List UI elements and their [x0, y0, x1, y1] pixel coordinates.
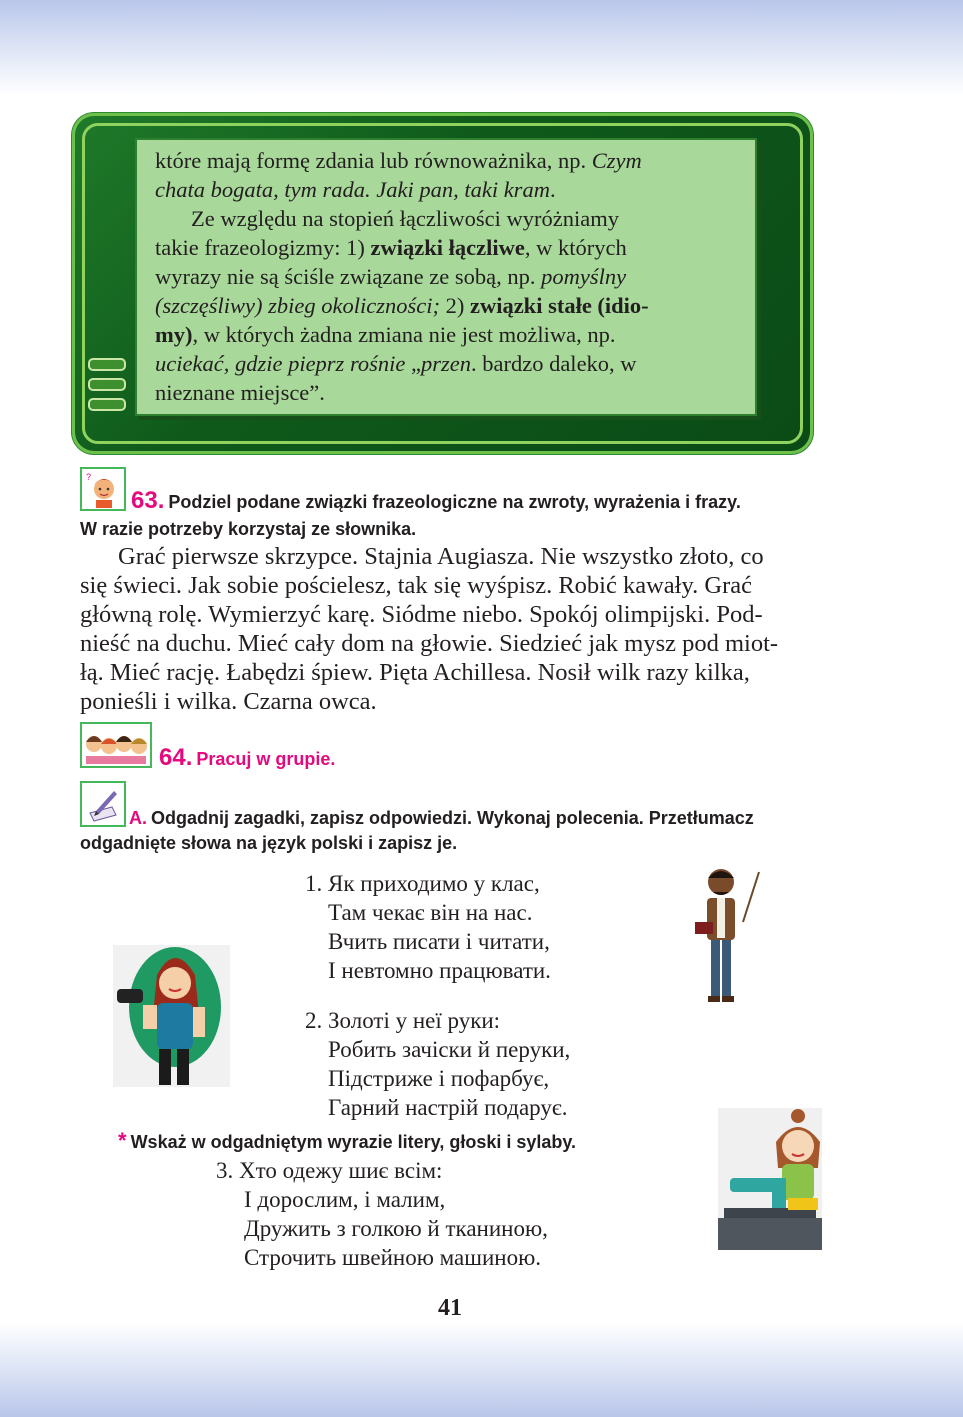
riddle-2 — [305, 1006, 570, 1122]
riddle-line: Строчить швейною машиною. — [244, 1245, 542, 1270]
seamstress-illustration — [718, 1108, 822, 1250]
task-label: A. — [129, 808, 147, 828]
theory-line: (szczęśliwy) zbieg okoliczności; 2) związki stałe (idio- — [155, 293, 649, 318]
riddle-line: Гарний настрій подарує. — [328, 1095, 568, 1120]
star-task — [118, 1128, 576, 1154]
exercise-number: 64. — [159, 744, 193, 771]
riddle-line: Дружить з голкою й тканиною, — [244, 1216, 548, 1241]
exercise-title: Pracuj w grupie. — [196, 749, 336, 769]
teacher-illustration — [681, 862, 761, 1004]
theory-line: chata bogata, tym rada. Jaki pan, taki kram. — [155, 177, 556, 202]
thinking-child-icon — [80, 467, 126, 511]
footer-band — [0, 1322, 963, 1417]
exercise-63-text: się świeci. Jak sobie pościelesz, tak się wyśpisz. Robić kawały. Grać — [80, 572, 752, 599]
group-of-children-icon — [80, 722, 152, 768]
frame-decoration-button — [88, 378, 126, 391]
theory-line: Ze względu na stopień łączliwości wyróżniamy — [191, 206, 619, 231]
hairdresser-illustration — [113, 945, 230, 1087]
riddle-line: Там чекає він на нас. — [328, 900, 533, 925]
exercise-instruction: Podziel podane związki frazeologiczne na zwroty, wyrażenia i frazy. — [168, 492, 741, 512]
exercise-63-text: nieść na duchu. Mieć cały dom na głowie. Siedzieć jak mysz pod miot- — [80, 630, 779, 657]
star-icon: * — [118, 1128, 127, 1153]
theory-panel — [135, 138, 757, 416]
exercise-instruction-cont: W razie potrzeby korzystaj ze słownika. — [80, 519, 417, 539]
exercise-64-heading — [159, 744, 335, 772]
riddle-line: І невтомно працювати. — [328, 958, 551, 983]
frame-decoration-button — [88, 358, 126, 371]
task-instruction: Odgadnij zagadki, zapisz odpowiedzi. Wykonaj polecenia. Przetłumacz — [151, 808, 754, 828]
riddle-line: 2. Золоті у неї руки: — [305, 1008, 501, 1033]
exercise-63-heading — [131, 487, 741, 515]
theory-line: wyrazy nie są ściśle związane ze sobą, np. pomyślny — [155, 264, 627, 289]
riddle-1 — [305, 869, 551, 985]
theory-line: uciekać, gdzie pieprz rośnie „przen. bardzo daleko, w — [155, 351, 637, 376]
exercise-number: 63. — [131, 487, 165, 514]
theory-line: nieznane miejsce”. — [155, 380, 325, 405]
writing-pen-icon — [80, 781, 126, 827]
svg-text:?: ? — [86, 472, 92, 482]
task-instruction-cont: odgadnięte słowa na język polski i zapisz je. — [80, 833, 458, 853]
theory-line: które mają formę zdania lub równoważnika, np. Czym — [155, 148, 642, 173]
header-band — [0, 0, 963, 95]
exercise-63-text: ponieśli i wilka. Czarna owca. — [80, 688, 377, 715]
theory-line: my), w których żadna zmiana nie jest możliwa, np. — [155, 322, 616, 347]
riddle-3 — [216, 1156, 548, 1272]
riddle-line: 3. Хто одежу шиє всім: — [216, 1158, 443, 1183]
riddle-line: Робить зачіски й перуки, — [328, 1037, 571, 1062]
riddle-line: Вчить писати і читати, — [328, 929, 550, 954]
task-a-heading — [129, 808, 754, 829]
exercise-63-text: Grać pierwsze skrzypce. Stajnia Augiasza. Nie wszystko złoto, co — [118, 543, 764, 570]
riddle-line: Підстриже і пофарбує, — [328, 1066, 550, 1091]
page-number: 41 — [438, 1295, 462, 1321]
star-task-text: Wskaż w odgadniętym wyrazie litery, głoski i sylaby. — [130, 1132, 577, 1152]
riddle-line: І дорослим, і малим, — [244, 1187, 446, 1212]
riddle-line: 1. Як приходимо у клас, — [305, 871, 540, 896]
frame-decoration-button — [88, 398, 126, 411]
exercise-63-text: łą. Mieć rację. Łabędzi śpiew. Pięta Achillesa. Nosił wilk razy kilka, — [80, 659, 750, 686]
exercise-63-text: główną rolę. Wymierzyć karę. Siódme niebo. Spokój olimpijski. Pod- — [80, 601, 763, 628]
theory-line: takie frazeologizmy: 1) związki łączliwe, w których — [155, 235, 627, 260]
